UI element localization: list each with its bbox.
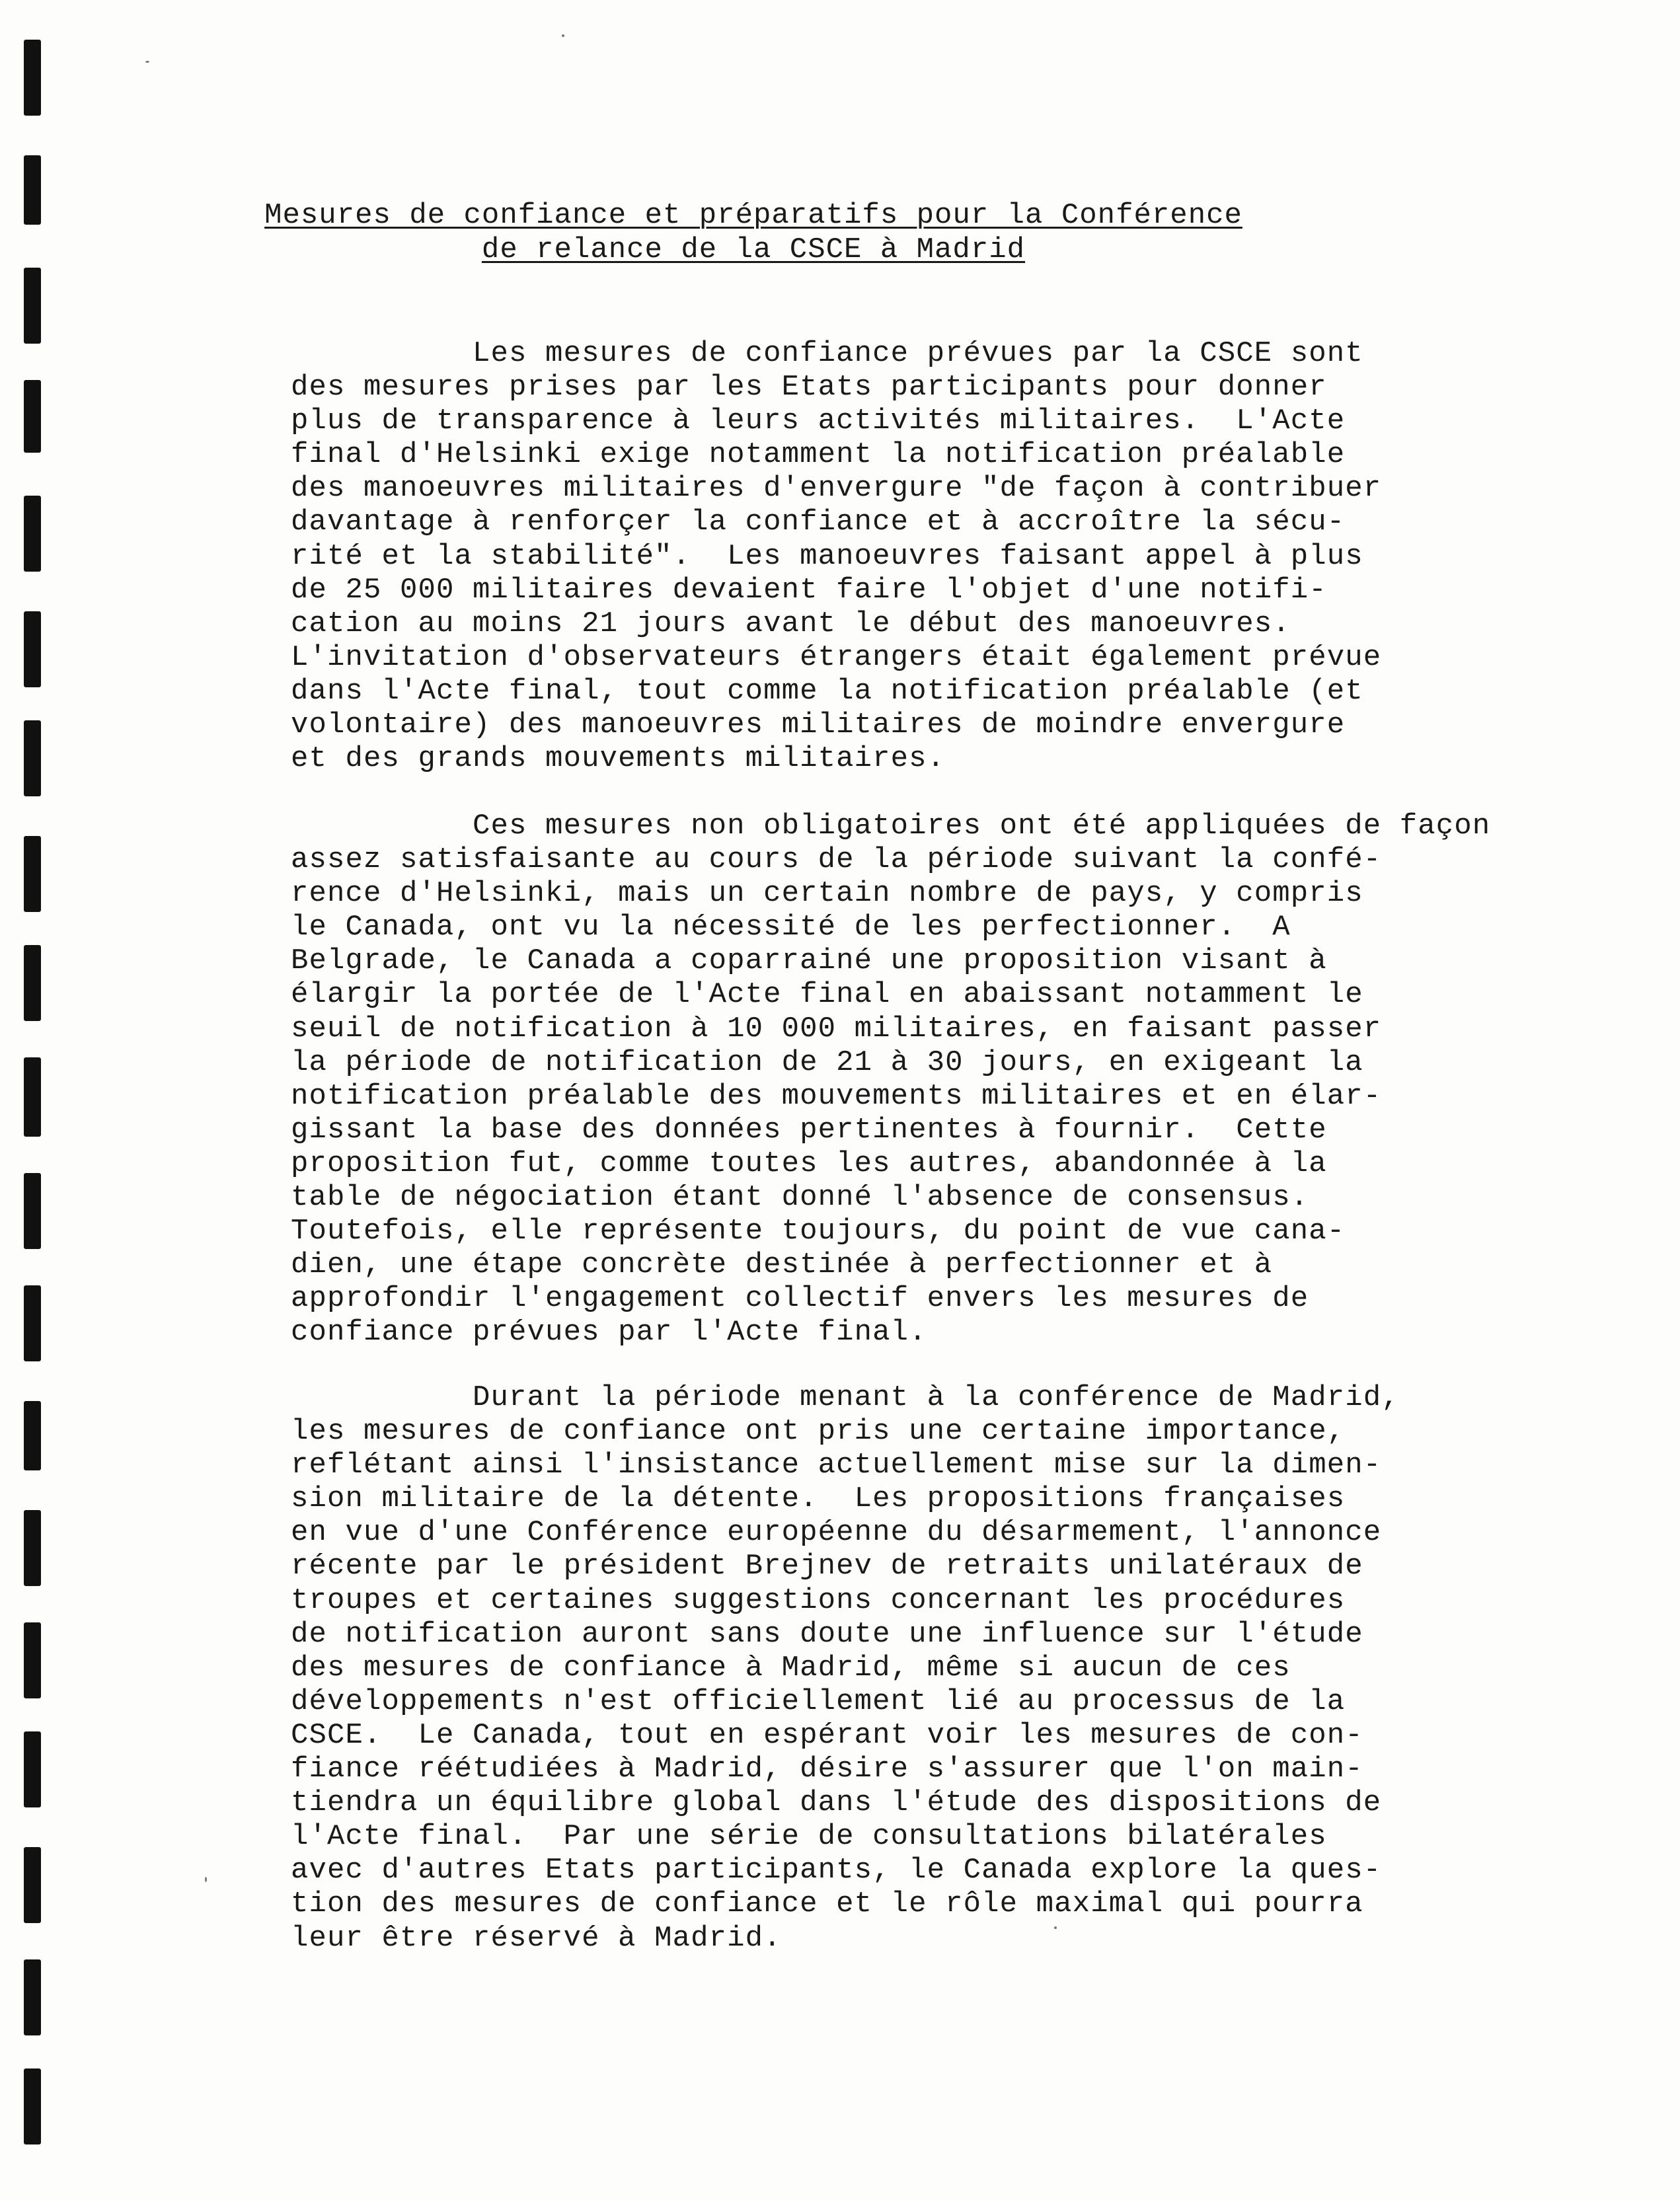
paragraph-line: les mesures de confiance ont pris une certaine importance, [291, 1415, 1346, 1449]
document-title [159, 198, 1348, 267]
scan-speck [145, 61, 149, 63]
body-paragraph [291, 1381, 1400, 1955]
paragraph-line: Ces mesures non obligatoires ont été appliquées de façon [291, 810, 1491, 843]
title-line: Mesures de confiance et préparatifs pour la Conférence [264, 199, 1242, 232]
paragraph-line: assez satisfaisante au cours de la période suivant la confé- [291, 843, 1382, 877]
binding-mark [24, 720, 41, 796]
binding-mark [24, 1173, 41, 1249]
paragraph-line: L'invitation d'observateurs étrangers était également prévue [291, 640, 1382, 674]
binding-mark [24, 1057, 41, 1137]
paragraph-line: tiendra un équilibre global dans l'étude des dispositions de [291, 1786, 1382, 1820]
binding-mark [24, 268, 41, 344]
paragraph-line: troupes et certaines suggestions concernant les procédures [291, 1583, 1346, 1617]
body-paragraph [291, 337, 1381, 776]
binding-mark [24, 836, 41, 912]
binding-mark [24, 945, 41, 1021]
paragraph-line: reflétant ainsi l'insistance actuellement mise sur la dimen- [291, 1449, 1382, 1482]
paragraph-line: leur être réservé à Madrid. [291, 1921, 782, 1955]
paragraph-line: en vue d'une Conférence européenne du désarmement, l'annonce [291, 1516, 1382, 1550]
paragraph-line: fiance réétudiées à Madrid, désire s'assurer que l'on main- [291, 1753, 1363, 1786]
binding-mark [24, 496, 41, 572]
paragraph-line: et des grands mouvements militaires. [291, 742, 946, 776]
binding-mark [24, 1731, 41, 1807]
paragraph-line: Toutefois, elle représente toujours, du point de vue cana- [291, 1215, 1346, 1248]
paragraph-line: avec d'autres Etats participants, le Canada explore la ques- [291, 1854, 1382, 1887]
paragraph-line: cation au moins 21 jours avant le début des manoeuvres. [291, 607, 1291, 640]
binding-mark [24, 380, 41, 453]
paragraph-line: le Canada, ont vu la nécessité de les perfectionner. A [291, 911, 1291, 944]
binding-mark [24, 155, 41, 225]
paragraph-line: des mesures prises par les Etats participants pour donner [291, 371, 1327, 404]
binding-mark [24, 2068, 41, 2144]
binding-mark [24, 1510, 41, 1586]
paragraph-line: confiance prévues par l'Acte final. [291, 1316, 927, 1349]
paragraph-line: tion des mesures de confiance et le rôle maximal qui pourra [291, 1887, 1363, 1921]
scan-speck [205, 1877, 207, 1882]
title-line: de relance de la CSCE à Madrid [481, 233, 1026, 266]
paragraph-line: de 25 000 militaires devaient faire l'objet d'une notifi- [291, 573, 1327, 607]
paragraph-line: notification préalable des mouvements militaires et en élar- [291, 1079, 1382, 1113]
paragraph-line: développements n'est officiellement lié au processus de la [291, 1685, 1346, 1718]
paragraph-line: davantage à renforçer la confiance et à accroître la sécu- [291, 506, 1346, 539]
paragraph-line: rité et la stabilité". Les manoeuvres faisant appel à plus [291, 539, 1363, 573]
paragraph-line: rence d'Helsinki, mais un certain nombre de pays, y compris [291, 877, 1363, 911]
paragraph-line: proposition fut, comme toutes les autres, abandonnée à la [291, 1147, 1327, 1180]
paragraph-line: volontaire) des manoeuvres militaires de moindre envergure [291, 708, 1346, 742]
binding-mark [24, 1847, 41, 1923]
paragraph-line: final d'Helsinki exige notamment la notification préalable [291, 438, 1346, 472]
paragraph-line: gissant la base des données pertinentes à fournir. Cette [291, 1113, 1327, 1147]
paragraph-line: approfondir l'engagement collectif envers les mesures de [291, 1282, 1309, 1316]
paragraph-line: récente par le président Brejnev de retraits unilatéraux de [291, 1550, 1363, 1583]
paragraph-line: dans l'Acte final, tout comme la notification préalable (et [291, 674, 1363, 708]
paragraph-line: sion militaire de la détente. Les propositions françaises [291, 1482, 1346, 1516]
binding-mark [24, 1285, 41, 1361]
scan-speck [562, 34, 564, 37]
paragraph-line: Durant la période menant à la conférence de Madrid, [291, 1381, 1400, 1414]
body-paragraph [291, 810, 1490, 1350]
paragraph-line: Les mesures de confiance prévues par la CSCE sont [291, 337, 1363, 370]
paragraph-line: table de négociation étant donné l'absence de consensus. [291, 1181, 1309, 1215]
paragraph-line: seuil de notification à 10 000 militaires, en faisant passer [291, 1012, 1382, 1045]
binding-mark [24, 1959, 41, 2035]
paragraph-line: la période de notification de 21 à 30 jours, en exigeant la [291, 1045, 1363, 1079]
binding-mark [24, 1622, 41, 1698]
paragraph-line: élargir la portée de l'Acte final en abaissant notamment le [291, 978, 1363, 1012]
paragraph-line: plus de transparence à leurs activités militaires. L'Acte [291, 404, 1346, 438]
paragraph-line: des mesures de confiance à Madrid, même si aucun de ces [291, 1651, 1291, 1685]
paragraph-line: l'Acte final. Par une série de consultations bilatérales [291, 1820, 1327, 1854]
binding-mark [24, 1401, 41, 1470]
paragraph-line: CSCE. Le Canada, tout en espérant voir les mesures de con- [291, 1718, 1363, 1752]
paragraph-line: des manoeuvres militaires d'envergure "de façon à contribuer [291, 472, 1382, 506]
paragraph-line: de notification auront sans doute une influence sur l'étude [291, 1617, 1363, 1651]
paragraph-line: dien, une étape concrète destinée à perfectionner et à [291, 1248, 1273, 1282]
binding-mark [24, 40, 41, 116]
paragraph-line: Belgrade, le Canada a coparrainé une proposition visant à [291, 944, 1327, 978]
binding-mark [24, 611, 41, 687]
